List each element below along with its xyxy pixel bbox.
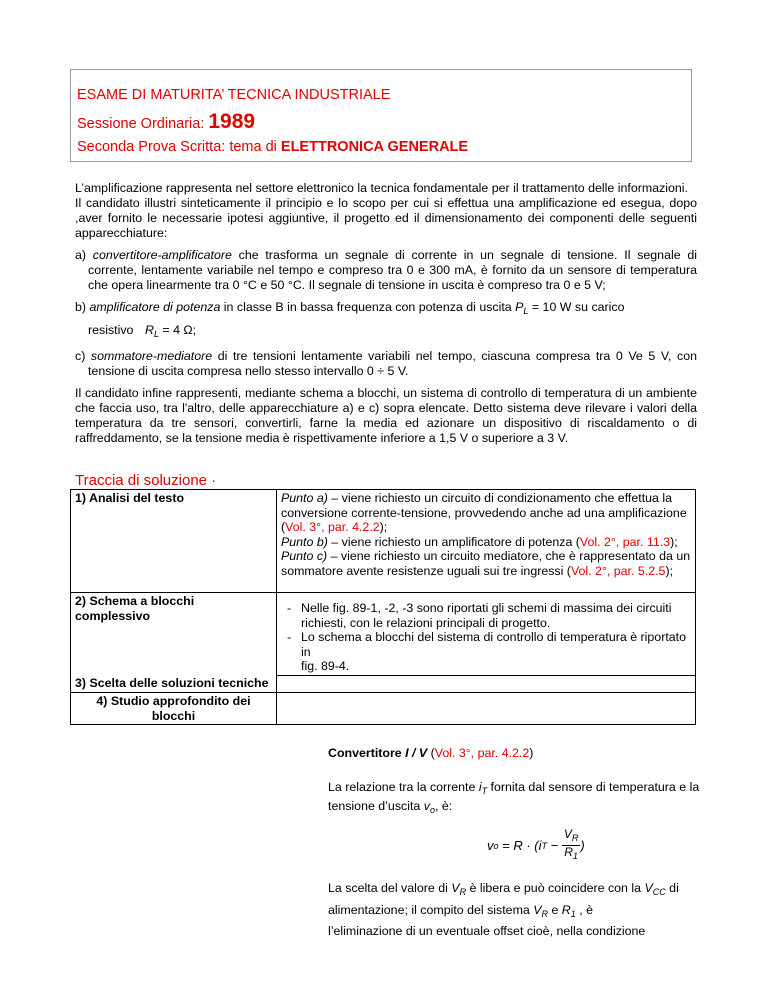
fraction-denominator (564, 846, 578, 863)
item-b-marker: b) (75, 300, 90, 314)
converter-title-iv: I / V (405, 746, 428, 760)
session-label: Sessione Ordinaria: (77, 116, 209, 132)
punto-c-text: – viene richiesto un circuito mediatore, che è rappresentato da un sommatore avente resistenze uguali sui tre ingressi ( (281, 549, 691, 578)
p1-text-1: La relazione tra la corrente (328, 779, 479, 794)
item-b-resistivo: resistivo (88, 323, 134, 337)
formula-mid: = R · (i (498, 838, 542, 853)
punto-c-label: Punto c) (281, 549, 328, 564)
p2-text-4: e (548, 902, 562, 917)
converter-formula (487, 828, 585, 863)
item-b-rl: R (145, 323, 154, 337)
exam-text (75, 181, 697, 446)
p2-vcc-sub: CC (652, 887, 666, 897)
row-1-label: 1) Analisi del testo (71, 490, 277, 593)
formula-minus: − (547, 838, 562, 853)
converter-title-prefix: Convertitore (328, 746, 406, 760)
item-c (75, 349, 697, 379)
p2-r1-sub: 1 (570, 908, 576, 919)
p2-vr2-sub: R (541, 908, 548, 919)
p2-text-2: è libera e può coincidere con la (466, 881, 645, 895)
list-item (281, 601, 691, 630)
punto-c-ref: Vol. 2°, par. 5.2.5 (570, 563, 666, 578)
row-3-content (277, 675, 696, 692)
row-2-item-2: Lo schema a blocchi del sistema di controllo di temperatura è riportato in fig. 89-4. (301, 630, 686, 674)
p1-text-2: fornita dal sensore di temperatura e la tensione d’uscita (328, 779, 700, 813)
table-row (71, 490, 696, 593)
item-a-text: che trasforma un segnale di corrente in un segnale di tensione. Il segnale di corrente, lentamente variabile nel tempo e compreso tra 0 e 300 mA, è fornito da un sensore di temperatura che opera linearmente tra 0 °C e 50 °C. Il segnale di tensione in uscita è compreso tra 0 e 5 V; (88, 248, 697, 292)
item-c-term: sommatore-mediatore (90, 349, 213, 363)
exam-session (77, 110, 255, 134)
p2-text-5: , è (575, 902, 593, 917)
punto-a-ref: Vol. 3°, par. 4.2.2 (285, 520, 380, 535)
formula-fraction (562, 828, 581, 863)
item-a-marker: a) (75, 248, 93, 262)
item-a (75, 248, 697, 293)
item-b-text2: = 10 W su carico (528, 300, 625, 314)
p1-vo-sub: o (429, 805, 435, 815)
p2-text-1: La scelta del valore di (328, 881, 452, 895)
dash-1: - (287, 601, 292, 615)
p1-it: i (478, 779, 482, 794)
row-2-item-1: Nelle fig. 89-1, -2, -3 sono riportati gli schemi di massima dei circuiti richiesti, con le relazioni principali di progetto. (301, 601, 672, 630)
punto-b-ref: Vol. 2°, par. 11.3 (579, 534, 671, 549)
table-row (71, 675, 696, 692)
dash-2: - (287, 630, 292, 645)
row-1-content (277, 490, 696, 593)
exam-title: ESAME DI MATURITA’ TECNICA INDUSTRIALE (77, 87, 391, 103)
p2-text-3: di alimentazione; il compito del sistema (328, 881, 679, 917)
den-sub: 1 (572, 851, 578, 861)
formula-lhs-sub: o (493, 840, 499, 851)
num-v: V (563, 827, 572, 841)
p1-text-3: , è: (434, 799, 453, 813)
table-row (71, 593, 696, 676)
p2-vcc: V (644, 881, 653, 895)
punto-b-end: ); (670, 534, 678, 549)
p2-vr-sub: R (459, 887, 467, 897)
table-row (71, 693, 696, 725)
row-4-content (277, 693, 696, 725)
solution-table (70, 489, 696, 725)
subject-name: ELETTRONICA GENERALE (280, 139, 469, 155)
solution-title: Traccia di soluzione · (75, 472, 217, 489)
item-b-term: amplificatore di potenza (89, 300, 221, 314)
converter-ref: Vol. 3°, par. 4.2.2 (434, 746, 530, 760)
punto-c-end: ); (665, 563, 674, 578)
p2-line-3: l’eliminazione di un eventuale offset cioè, nella condizione (328, 924, 646, 938)
den-r: R (564, 845, 573, 859)
p2-vr: V (451, 881, 460, 895)
item-c-marker: c) (75, 349, 91, 363)
item-b (75, 300, 697, 342)
row-4-label: 4) Studio approfondito dei blocchi (71, 693, 277, 725)
row-2-content (277, 593, 696, 676)
item-c-text: di tre tensioni lentamente variabili nel tempo, ciascuna compresa tra 0 Ve 5 V, con tensione di uscita compresa nello stesso intervallo 0 ÷ 5 V. (88, 349, 698, 378)
exam-subject (77, 139, 468, 155)
converter-paragraph-1 (328, 780, 703, 819)
item-b-pl: P (515, 300, 524, 314)
item-b-rl-value: = 4 Ω; (158, 323, 197, 337)
item-b-pl-sub: L (523, 306, 529, 316)
item-a-term: convertitore-amplificatore (92, 248, 232, 262)
formula-close: ) (580, 838, 585, 853)
row-2-label: 2) Schema a blocchi complessivo (71, 593, 277, 676)
converter-section (328, 746, 703, 819)
list-item (281, 630, 691, 674)
subject-prefix: Seconda Prova Scritta: tema di (77, 139, 281, 155)
num-sub: R (571, 833, 579, 843)
closing-paragraph: Il candidato infine rappresenti, mediante schema a blocchi, un sistema di controllo di temperatura di un ambiente che faccia uso, tra l'altro, delle apparecchiature a) e c) sopra elencate. Detto sistema deve rilevare i valori della temperatura da tre sensori, convertirli, farne la media ed azionare un dispositivo di riscaldamento o di raffreddamento, se la tensione media è rispettivamente inferiore a 1,5 V o superiore a 3 V. (75, 386, 697, 445)
fraction-numerator (562, 828, 581, 846)
exam-year: 1989 (208, 110, 256, 133)
punto-a-label: Punto a) (281, 491, 328, 505)
p2-r1: R (561, 902, 571, 917)
converter-title: Convertitore I / V (Vol. 3°, par. 4.2.2) (328, 746, 534, 760)
punto-b-label: Punto b) (281, 534, 328, 549)
punto-b-text: – viene richiesto un amplificatore di potenza ( (327, 534, 580, 549)
row-3-label: 3) Scelta delle soluzioni tecniche (71, 675, 277, 692)
punto-a-end: ); (379, 520, 388, 535)
intro-paragraph-2: Il candidato illustri sinteticamente il principio e lo scopo per cui si effettua una amplificazione ed esegua, dopo ,aver fornito le necessarie ipotesi aggiuntive, il progetto ed il dimensionamento dei componenti delle seguenti apparecchiature: (75, 196, 697, 240)
p1-vo: v (423, 799, 430, 813)
item-b-rl-sub: L (153, 329, 159, 339)
intro-paragraph-1: L’amplificazione rappresenta nel settore elettronico la tecnica fondamentale per il trattamento delle informazioni. (75, 181, 688, 195)
p2-vr2: V (533, 902, 542, 917)
p1-it-sub: T (481, 785, 488, 796)
formula-lhs: v (487, 838, 494, 853)
formula-it-sub: T (541, 840, 547, 851)
punto-a-text: – viene richiesto un circuito di condizionamento che effettua la conversione corrente-tensione, provvedendo anche ad una amplificazione ( (281, 491, 687, 535)
exam-header-box (70, 69, 692, 162)
item-b-text: in classe B in bassa frequenza con potenza di uscita (220, 300, 516, 314)
converter-paragraph-2 (328, 880, 703, 941)
